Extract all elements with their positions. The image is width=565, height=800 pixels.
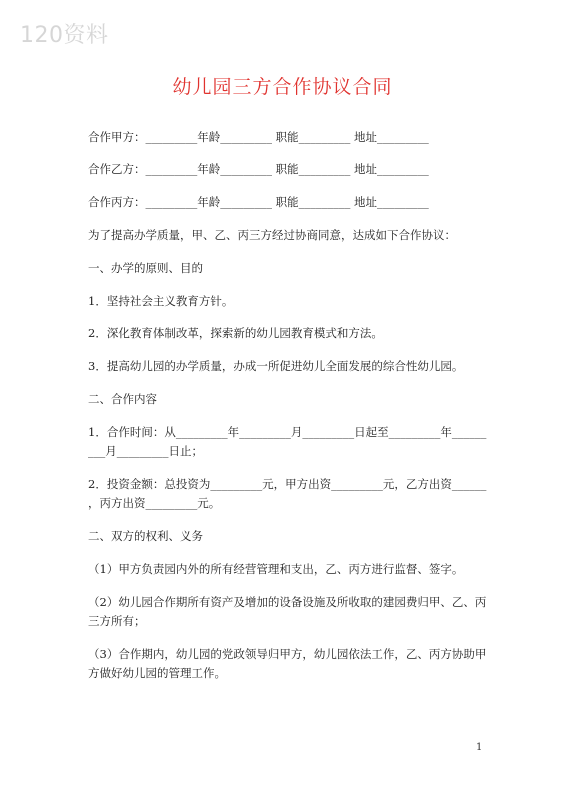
list-item-continuation: 方做好幼儿园的管理工作。: [88, 666, 226, 680]
list-item: 2．投资金额：总投资为_________元，甲方出资_________元，乙方出资______: [88, 477, 487, 491]
list-item: 1．合作时间：从_________年_________月_________日起至_________年______: [88, 425, 487, 439]
list-item: 2．深化教育体制改革，探索新的幼儿园教育模式和方法。: [88, 326, 383, 340]
list-item: 1．坚持社会主义教育方针。: [88, 294, 234, 308]
list-item-continuation: ___月_________日止；: [88, 444, 203, 458]
list-item: （3）合作期内，幼儿园的党政领导归甲方，幼儿园依法工作，乙、丙方协助甲: [88, 647, 487, 661]
list-item: （1）甲方负责园内外的所有经营管理和支出，乙、丙方进行监督、签字。: [88, 562, 464, 576]
watermark-logo: 120资料: [20, 23, 109, 48]
list-item: （2）幼儿园合作期所有资产及增加的设备设施及所收取的建园费归甲、乙、丙: [88, 595, 487, 609]
list-item-continuation: 三方所有；: [88, 614, 146, 628]
preamble-paragraph: 为了提高办学质量，甲、乙、丙三方经过协商同意，达成如下合作协议：: [88, 228, 456, 242]
list-item-continuation: ，丙方出资_________元。: [88, 496, 221, 510]
section-heading: 二、双方的权利、义务: [88, 529, 203, 543]
party-c-line: 合作丙方：_________年龄_________ 职能_________ 地址_________: [88, 195, 429, 209]
section-heading: 一、办学的原则、目的: [88, 261, 203, 275]
list-item: 3．提高幼儿园的办学质量，办成一所促进幼儿全面发展的综合性幼儿园。: [88, 359, 464, 373]
page-number: 1: [476, 742, 483, 753]
document-title: 幼儿园三方合作协议合同: [172, 76, 393, 98]
party-a-line: 合作甲方：_________年龄_________ 职能_________ 地址_________: [88, 130, 429, 144]
party-b-line: 合作乙方：_________年龄_________ 职能_________ 地址_________: [88, 162, 429, 176]
section-heading: 二、合作内容: [88, 392, 157, 406]
